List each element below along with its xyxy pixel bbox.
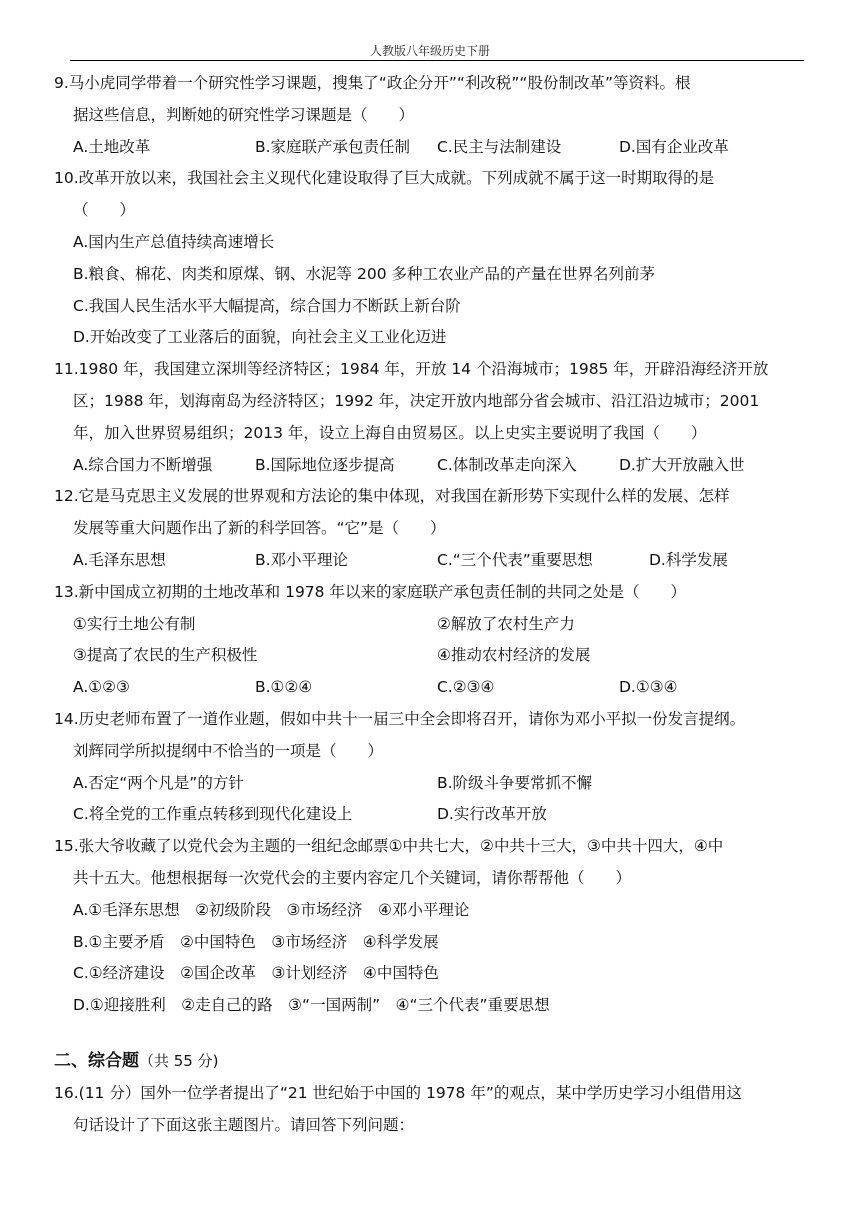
q13-statements-2 [54, 640, 806, 672]
q13-statement-3: ③提高了农民的生产积极性 [73, 646, 258, 665]
q15-option-a: A.①毛泽东思想 ②初级阶段 ③市场经济 ④邓小平理论 [73, 900, 470, 919]
q11-stem-line-2: 区；1988 年，划海南岛为经济特区；1992 年，决定开放内地部分省会城市、沿江沿边城市；2001 [73, 391, 760, 410]
section-score: （共 55 分) [139, 1051, 219, 1070]
q11-stem-line-1: 11.1980 年，我国建立深圳等经济特区；1984 年，开放 14 个沿海城市；1985 年，开辟沿海经济开放 [54, 360, 769, 379]
q14-options-2 [54, 799, 806, 831]
q10-stem-line-1: 10.改革开放以来，我国社会主义现代化建设取得了巨大成就。下列成就不属于这一时期取得的是 [54, 169, 715, 188]
q12-option-b: B.邓小平理论 [255, 550, 349, 569]
q9-option-d: D.国有企业改革 [619, 137, 729, 156]
q13-stem-line-1: 13.新中国成立初期的土地改革和 1978 年以来的家庭联产承包责任制的共同之处是（ ） [54, 582, 686, 601]
q10-option-b: B.粮食、棉花、肉类和原煤、钢、水泥等 200 多种工农业产品的产量在世界名列前茅 [73, 264, 656, 283]
q15-stem-line-2: 共十五大。他想根据每一次党代会的主要内容定几个关键词，请你帮帮他（ ） [73, 868, 632, 887]
q12-stem-line-1: 12.它是马克思主义发展的世界观和方法论的集中体现，对我国在新形势下实现什么样的发展、怎样 [54, 487, 730, 506]
section-heading [54, 1044, 806, 1078]
q10-option-c: C.我国人民生活水平大幅提高，综合国力不断跃上新台阶 [73, 296, 461, 315]
q16-stem-line-1: 16.(11 分）国外一位学者提出了“21 世纪始于中国的 1978 年”的观点，某中学历史学习小组借用这 [54, 1083, 742, 1102]
q12-option-d: D.科学发展 [649, 550, 728, 569]
section-spacer [54, 1022, 806, 1044]
q13-statements-1 [54, 609, 806, 641]
q13-statement-4: ④推动农村经济的发展 [437, 646, 591, 665]
q9-option-a: A.土地改革 [73, 137, 151, 156]
q11-options [54, 450, 806, 482]
q12-option-c: C.“三个代表”重要思想 [437, 550, 593, 569]
section-title: 二、综合题 [54, 1050, 139, 1071]
q9-stem-line-2: 据这些信息，判断她的研究性学习课题是（ ） [73, 105, 415, 124]
q13-option-c: C.②③④ [437, 678, 495, 697]
question-list [54, 68, 806, 1142]
q11-option-b: B.国际地位逐步提高 [255, 455, 395, 474]
q11-stem-line-3: 年，加入世界贸易组织；2013 年，设立上海自由贸易区。以上史实主要说明了我国（ ） [73, 423, 707, 442]
q12-option-a: A.毛泽东思想 [73, 550, 166, 569]
page-header: 人教版八年级历史下册 [369, 44, 490, 58]
q13-option-d: D.①③④ [619, 678, 678, 697]
q14-options-1 [54, 768, 806, 800]
q13-options [54, 672, 806, 704]
q15-stem-line-1: 15.张大爷收藏了以党代会为主题的一组纪念邮票①中共七大，②中共十三大，③中共十四大，④中 [54, 837, 724, 856]
q12-options [54, 545, 806, 577]
q14-stem-line-2: 刘辉同学所拟提纲中不恰当的一项是（ ） [73, 741, 384, 760]
q14-option-a: A.否定“两个凡是”的方针 [73, 773, 244, 792]
q13-statement-1: ①实行土地公有制 [73, 614, 196, 633]
q9-options [54, 132, 806, 164]
q10-stem-line-2: （ ） [73, 201, 136, 220]
q11-option-d: D.扩大开放融入世 [619, 455, 745, 474]
q14-stem-line-1: 14.历史老师布置了一道作业题，假如中共十一届三中全会即将召开，请你为邓小平拟一份发言提纲。 [54, 709, 746, 728]
q13-option-a: A.①②③ [73, 678, 130, 697]
q16-stem-line-2: 句话设计了下面这张主题图片。请回答下列问题： [73, 1115, 415, 1134]
q14-option-d: D.实行改革开放 [437, 805, 547, 824]
q14-option-b: B.阶级斗争要常抓不懈 [437, 773, 593, 792]
q15-option-c: C.①经济建设 ②国企改革 ③计划经济 ④中国特色 [73, 964, 439, 983]
q15-option-d: D.①迎接胜利 ②走自己的路 ③“一国两制” ④“三个代表”重要思想 [73, 996, 550, 1015]
q13-option-b: B.①②④ [255, 678, 313, 697]
q9-option-c: C.民主与法制建设 [437, 137, 562, 156]
q15-option-b: B.①主要矛盾 ②中国特色 ③市场经济 ④科学发展 [73, 932, 439, 951]
q9-option-b: B.家庭联产承包责任制 [255, 137, 411, 156]
q10-option-d: D.开始改变了工业落后的面貌，向社会主义工业化迈进 [73, 328, 447, 347]
q14-option-c: C.将全党的工作重点转移到现代化建设上 [73, 805, 353, 824]
q13-statement-2: ②解放了农村生产力 [437, 614, 575, 633]
q10-option-a: A.国内生产总值持续高速增长 [73, 232, 275, 251]
q11-option-a: A.综合国力不断增强 [73, 455, 213, 474]
q12-stem-line-2: 发展等重大问题作出了新的科学回答。“它”是（ ） [73, 519, 446, 538]
q11-option-c: C.体制改革走向深入 [437, 455, 577, 474]
q9-stem-line-1: 9.马小虎同学带着一个研究性学习课题，搜集了“政企分开”“利改税”“股份制改革”等资料。根 [54, 74, 691, 92]
header-divider [70, 60, 804, 61]
